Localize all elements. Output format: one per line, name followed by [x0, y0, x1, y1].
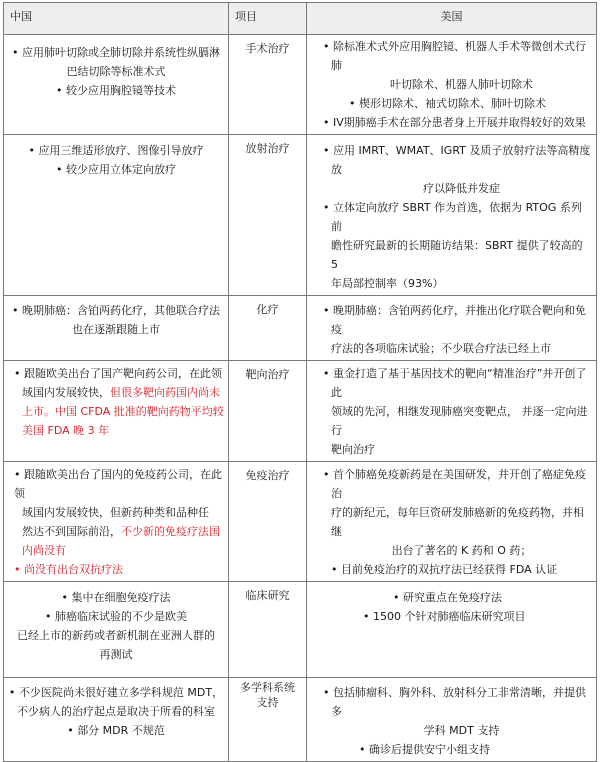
header-china: 中国: [4, 3, 229, 35]
china-cell: [4, 462, 229, 582]
list-item-cont: 叶切除术、机器人肺叶切除术: [390, 78, 533, 91]
list-item: • 1500 个针对肺癌临床研究项目: [317, 607, 592, 626]
table-row: [4, 582, 597, 678]
header-row: [4, 3, 597, 35]
comparison-table: [3, 2, 597, 762]
list-item-cont: 疗的新纪元，每年巨资研发肺癌新的免疫药物，并相继: [331, 506, 584, 538]
category-cell: 临床研究: [229, 582, 307, 678]
category-cell: 化疗: [229, 296, 307, 361]
list-item-cont: 再测试: [99, 648, 133, 661]
list-item: • 应用 IMRT、WMAT、IGRT 及质子放射疗法等高精度放: [317, 141, 592, 179]
usa-cell: [307, 296, 597, 361]
list-item: • 不少医院尚未很好建立多学科规范 MDT，: [8, 683, 224, 702]
highlight-text: 内尚没有: [22, 544, 66, 557]
list-item-cont: 年局部控制率（93%）: [331, 277, 444, 290]
list-item-cont: 疗法的各项临床试验；不少联合疗法已经上市: [331, 342, 551, 355]
list-item: • 包括肺瘤科、胸外科、放射科分工非常清晰，并提供多: [317, 683, 592, 721]
china-cell: [4, 135, 229, 296]
highlight-text: 美国 FDA 晚 3 年: [22, 424, 110, 437]
list-item: • 确诊后提供安宁小组支持: [317, 740, 592, 759]
table-row: [4, 296, 597, 361]
list-item-cont: 域国内发展较快，但很多靶向药国内尚未: [22, 386, 220, 399]
list-item: • 首个肺癌免疫新药是在美国研发，并开创了癌症免疫治: [317, 465, 592, 503]
list-item: • 重金打造了基于基因技术的靶向“精准治疗”并开创了此: [317, 364, 592, 402]
list-item: • 应用肺叶切除或全肺切除并系统性纵膈淋: [8, 43, 224, 62]
highlight-text: 上市。中国 CFDA 批准的靶向药物平均较: [22, 405, 224, 418]
list-item-cont: 出台了著名的 K 药和 O 药；: [391, 544, 532, 557]
table-row: [4, 462, 597, 582]
list-item: • 目前免疫治疗的双抗疗法已经获得 FDA 认证: [317, 560, 592, 579]
china-cell: [4, 35, 229, 135]
table-row: [4, 678, 597, 762]
list-item-cont: 已经上市的新药或者新机制在亚洲人群的: [17, 629, 215, 642]
list-item: • IV期肺癌手术在部分患者身上开展并取得较好的效果: [317, 113, 592, 132]
table-row: [4, 361, 597, 462]
china-cell: [4, 582, 229, 678]
list-item: • 跟随欧美出台了国内的免疫药公司，在此领: [14, 468, 222, 500]
category-cell: 免疫治疗: [229, 462, 307, 582]
list-item-cont: 学科 MDT 支持: [423, 724, 500, 737]
header-item: 项目: [229, 3, 307, 35]
usa-cell: [307, 35, 597, 135]
list-item: • 楔形切除术、袖式切除术、肺叶切除术: [317, 94, 592, 113]
list-item-cont: 域国内发展较快，但新药种类和品种任: [22, 506, 209, 519]
list-item-cont: 疗以降低并发症: [423, 182, 500, 195]
category-cell: 放射治疗: [229, 135, 307, 296]
table-row: [4, 35, 597, 135]
list-item-cont: 靶向治疗: [331, 443, 375, 456]
list-item-cont: 瞻性研究最新的长期随访结果：SBRT 提供了较高的 5: [331, 239, 583, 271]
list-item: • 部分 MDR 不规范: [8, 721, 224, 740]
category-cell: 手术治疗: [229, 35, 307, 135]
list-item-cont: 领域的先河，相继发现肺癌突变靶点， 并逐一定向进行: [331, 405, 588, 437]
highlight-text: 不少新的免疫疗法国: [121, 525, 220, 538]
list-item-cont: 不少病人的治疗起点是取决于所看的科室: [17, 705, 215, 718]
list-item: • 应用三维适形放疗、图像引导放疗: [8, 141, 224, 160]
list-item: • 较少应用胸腔镜等技术: [8, 81, 224, 100]
usa-cell: [307, 462, 597, 582]
list-item: • 晚期肺癌：含铂两药化疗，并推出化疗联合靶向和免疫: [317, 301, 592, 339]
list-item-cont: 巴结切除等标准术式: [66, 65, 166, 78]
usa-cell: [307, 678, 597, 762]
list-item: • 集中在细胞免疫疗法: [8, 588, 224, 607]
china-cell: [4, 678, 229, 762]
list-item: • 除标准术式外应用胸腔镜、机器人手术等微创术式行肺: [317, 37, 592, 75]
china-cell: [4, 361, 229, 462]
list-item: • 跟随欧美出台了国产靶向药公司，在此领: [14, 367, 222, 380]
list-item: • 立体定向放疗 SBRT 作为首选，依据为 RTOG 系列前: [317, 198, 592, 236]
category-cell: 靶向治疗: [229, 361, 307, 462]
usa-cell: [307, 361, 597, 462]
usa-cell: [307, 582, 597, 678]
category-cell: 多学科系统支持: [229, 678, 307, 762]
header-usa: 美国: [307, 3, 597, 35]
list-item: • 尚没有出台双抗疗法: [14, 563, 123, 576]
list-item: • 肺癌临床试验的不少是欧美: [8, 607, 224, 626]
list-item: • 晚期肺癌：含铂两药化疗，其他联合疗法: [8, 301, 224, 320]
list-item: • 较少应用立体定向放疗: [8, 160, 224, 179]
list-item: • 研究重点在免疫疗法: [317, 588, 592, 607]
usa-cell: [307, 135, 597, 296]
table-row: [4, 135, 597, 296]
list-item-cont: 然达不到国际前沿，不少新的免疫疗法国: [22, 525, 220, 538]
china-cell: [4, 296, 229, 361]
list-item-cont: 也在逐渐跟随上市: [72, 323, 160, 336]
highlight-text: 但很多靶向药国内尚未: [110, 386, 220, 399]
